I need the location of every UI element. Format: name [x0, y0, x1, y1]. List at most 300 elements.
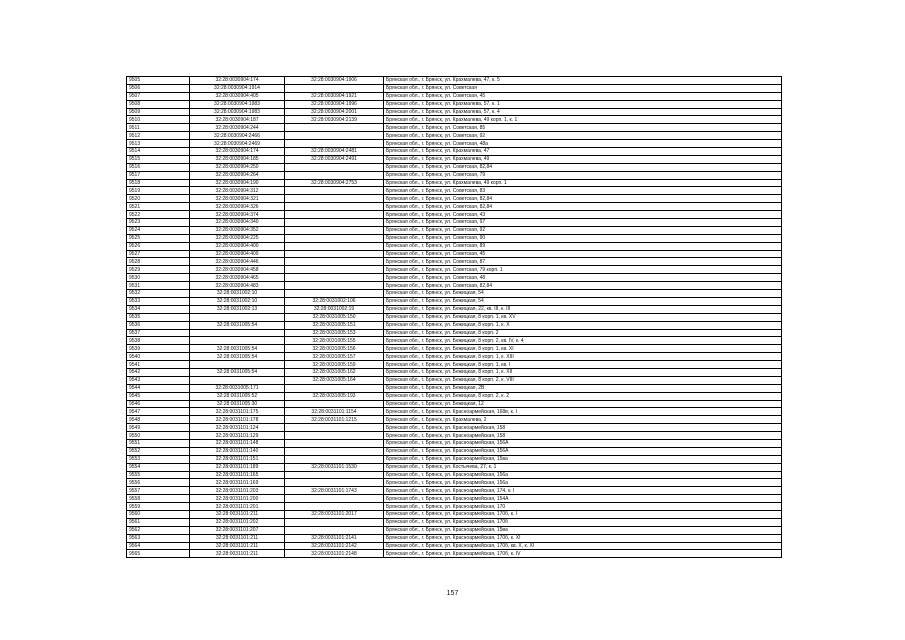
row-number-cell: 9543	[127, 376, 190, 384]
address-cell: Брянская обл., г. Брянск, ул. Советская, 45	[384, 92, 782, 100]
address-cell: Брянская обл., г. Брянск, ул. Советская	[384, 84, 782, 92]
building-cadastral-number-cell	[285, 203, 384, 211]
building-cadastral-number-cell	[285, 258, 384, 266]
table-row	[127, 163, 782, 171]
land-plot-cadastral-number-cell: 32:28:0030904:374	[190, 211, 285, 219]
table-row	[127, 84, 782, 92]
row-number-cell: 9529	[127, 266, 190, 274]
address-cell: Брянская обл., г. Брянск, ул. Красноармейская, 154А	[384, 495, 782, 503]
building-cadastral-number-cell	[285, 400, 384, 408]
row-number-cell: 9541	[127, 361, 190, 369]
table-row	[127, 432, 782, 440]
address-cell: Брянская обл., г. Брянск, ул. Красноармейская, 170б, к. IV	[384, 550, 782, 558]
address-cell: Брянская обл., г. Брянск, ул. Бежицкая, 2В	[384, 384, 782, 392]
address-cell: Брянская обл., г. Брянск, ул. Советская, 92	[384, 226, 782, 234]
address-cell: Брянская обл., г. Брянск, ул. Красноармейская, 156А	[384, 447, 782, 455]
row-number-cell: 9550	[127, 432, 190, 440]
land-plot-cadastral-number-cell: 32:28:0030904:1983	[190, 108, 285, 116]
table-row	[127, 274, 782, 282]
row-number-cell: 9515	[127, 155, 190, 163]
address-cell: Брянская обл., г. Брянск, ул. Бежицкая, 8 корп. 1, кв. XV	[384, 313, 782, 321]
address-cell: Брянская обл., г. Брянск, ул. Советская, 87	[384, 258, 782, 266]
row-number-cell: 9558	[127, 495, 190, 503]
table-row	[127, 219, 782, 227]
table-row	[127, 495, 782, 503]
table-row	[127, 195, 782, 203]
building-cadastral-number-cell	[285, 455, 384, 463]
table-row	[127, 313, 782, 321]
table-row	[127, 155, 782, 163]
land-plot-cadastral-number-cell: 32:28:0031101:189	[190, 463, 285, 471]
building-cadastral-number-cell	[285, 424, 384, 432]
table-row	[127, 290, 782, 298]
land-plot-cadastral-number-cell: 32:28:0031101:148	[190, 439, 285, 447]
building-cadastral-number-cell	[285, 187, 384, 195]
land-plot-cadastral-number-cell: 32:28:0031005:54	[190, 321, 285, 329]
row-number-cell: 9530	[127, 274, 190, 282]
land-plot-cadastral-number-cell: 32:28:0031002:10	[190, 290, 285, 298]
cadastral-table	[126, 76, 782, 558]
land-plot-cadastral-number-cell: 32:28:0030904:174	[190, 77, 285, 85]
building-cadastral-number-cell: 32:28:0031005:150	[285, 313, 384, 321]
land-plot-cadastral-number-cell	[190, 329, 285, 337]
building-cadastral-number-cell	[285, 518, 384, 526]
building-cadastral-number-cell: 32:28:0031101:2141	[285, 534, 384, 542]
land-plot-cadastral-number-cell: 32:28:0030904:465	[190, 274, 285, 282]
table-row	[127, 108, 782, 116]
land-plot-cadastral-number-cell: 32:28:0031101:211	[190, 510, 285, 518]
row-number-cell: 9513	[127, 140, 190, 148]
address-cell: Брянская обл., г. Брянск, ул. Бежицкая, 8 корп. 2, кв. IV, к. 4	[384, 337, 782, 345]
address-cell: Брянская обл., г. Брянск, ул. Бежицкая, 22, кв. III, к. III	[384, 305, 782, 313]
land-plot-cadastral-number-cell: 32:28:0031101:211	[190, 550, 285, 558]
table-row	[127, 447, 782, 455]
row-number-cell: 9519	[127, 187, 190, 195]
building-cadastral-number-cell: 32:28:0030904:1906	[285, 77, 384, 85]
table-row	[127, 384, 782, 392]
address-cell: Брянская обл., г. Брянск, ул. Крахмалева, 47	[384, 148, 782, 156]
building-cadastral-number-cell	[285, 132, 384, 140]
land-plot-cadastral-number-cell: 32:28:0031101:129	[190, 432, 285, 440]
table-row	[127, 203, 782, 211]
land-plot-cadastral-number-cell: 32:28:0030904:483	[190, 282, 285, 290]
building-cadastral-number-cell: 32:28:0031005:157	[285, 353, 384, 361]
address-cell: Брянская обл., г. Брянск, ул. Красноармейская, 15ва	[384, 455, 782, 463]
address-cell: Брянская обл., г. Брянск, ул. Советская, 90	[384, 234, 782, 242]
row-number-cell: 9528	[127, 258, 190, 266]
table-row	[127, 132, 782, 140]
building-cadastral-number-cell: 32:28:0031101:2017	[285, 510, 384, 518]
address-cell: Брянская обл., г. Брянск, ул. Советская, 85	[384, 124, 782, 132]
building-cadastral-number-cell	[285, 84, 384, 92]
address-cell: Брянская обл., г. Брянск, ул. Красноармейская, 156А	[384, 439, 782, 447]
land-plot-cadastral-number-cell: 32:28:0030904:405	[190, 92, 285, 100]
building-cadastral-number-cell: 32:28:0031101:2142	[285, 542, 384, 550]
table-row	[127, 77, 782, 85]
address-cell: Брянская обл., г. Брянск, ул. Бежицкая, 8 корп. 1, кв. XI	[384, 345, 782, 353]
table-row	[127, 439, 782, 447]
table-body	[127, 77, 782, 558]
land-plot-cadastral-number-cell: 32:28:0031005:54	[190, 345, 285, 353]
land-plot-cadastral-number-cell: 32:28:0030904:312	[190, 187, 285, 195]
building-cadastral-number-cell	[285, 171, 384, 179]
row-number-cell: 9555	[127, 471, 190, 479]
building-cadastral-number-cell	[285, 526, 384, 534]
land-plot-cadastral-number-cell: 32:28:0030904:2466	[190, 132, 285, 140]
address-cell: Брянская обл., г. Брянск, ул. Красноармейская, 170	[384, 503, 782, 511]
row-number-cell: 9549	[127, 424, 190, 432]
land-plot-cadastral-number-cell: 32:28:0030904:400	[190, 242, 285, 250]
address-cell: Брянская обл., г. Брянск, ул. Советская, 92	[384, 132, 782, 140]
table-row	[127, 100, 782, 108]
table-row	[127, 171, 782, 179]
land-plot-cadastral-number-cell: 32:28:0031101:178	[190, 416, 285, 424]
row-number-cell: 9533	[127, 297, 190, 305]
land-plot-cadastral-number-cell: 32:28:0030904:187	[190, 116, 285, 124]
table-row	[127, 376, 782, 384]
row-number-cell: 9547	[127, 408, 190, 416]
row-number-cell: 9556	[127, 479, 190, 487]
address-cell: Брянская обл., г. Брянск, ул. Советская, 79 корп. 1	[384, 266, 782, 274]
address-cell: Брянская обл., г. Брянск, ул. Советская, 82,84	[384, 195, 782, 203]
row-number-cell: 9542	[127, 368, 190, 376]
address-cell: Брянская обл., г. Брянск, ул. Крахмалева, 49 корп. 1, к. 1	[384, 116, 782, 124]
table-row	[127, 226, 782, 234]
address-cell: Брянская обл., г. Брянск, ул. Крахмалева, 47, к. 5	[384, 77, 782, 85]
row-number-cell: 9535	[127, 313, 190, 321]
building-cadastral-number-cell	[285, 274, 384, 282]
land-plot-cadastral-number-cell: 32:28:0030904:190	[190, 179, 285, 187]
row-number-cell: 9517	[127, 171, 190, 179]
row-number-cell: 9516	[127, 163, 190, 171]
address-cell: Брянская обл., г. Брянск, ул. Красноармейская, 170б, к. I	[384, 510, 782, 518]
building-cadastral-number-cell: 32:28:0030904:2481	[285, 148, 384, 156]
building-cadastral-number-cell	[285, 503, 384, 511]
building-cadastral-number-cell: 32:28:0031005:164	[285, 376, 384, 384]
land-plot-cadastral-number-cell: 32:28:0030904:264	[190, 171, 285, 179]
land-plot-cadastral-number-cell: 32:28:0031002:13	[190, 305, 285, 313]
building-cadastral-number-cell	[285, 282, 384, 290]
building-cadastral-number-cell	[285, 447, 384, 455]
building-cadastral-number-cell	[285, 439, 384, 447]
row-number-cell: 9551	[127, 439, 190, 447]
table-row	[127, 179, 782, 187]
row-number-cell: 9510	[127, 116, 190, 124]
building-cadastral-number-cell: 32:28:0031101:1215	[285, 416, 384, 424]
building-cadastral-number-cell: 32:28:0030904:2001	[285, 108, 384, 116]
building-cadastral-number-cell	[285, 234, 384, 242]
row-number-cell: 9523	[127, 219, 190, 227]
address-cell: Брянская обл., г. Брянск, ул. Советская, 82,84	[384, 282, 782, 290]
land-plot-cadastral-number-cell	[190, 376, 285, 384]
row-number-cell: 9508	[127, 100, 190, 108]
address-cell: Брянская обл., г. Брянск, ул. Красноармейская, 170б	[384, 518, 782, 526]
row-number-cell: 9559	[127, 503, 190, 511]
land-plot-cadastral-number-cell: 32:28:0030904:326	[190, 203, 285, 211]
address-cell: Брянская обл., г. Брянск, ул. Крахмалева, 2	[384, 416, 782, 424]
row-number-cell: 9563	[127, 534, 190, 542]
row-number-cell: 9562	[127, 526, 190, 534]
row-number-cell: 9531	[127, 282, 190, 290]
table-row	[127, 400, 782, 408]
land-plot-cadastral-number-cell: 32:28:0031101:203	[190, 487, 285, 495]
building-cadastral-number-cell	[285, 195, 384, 203]
building-cadastral-number-cell: 32:28:0031101:1154	[285, 408, 384, 416]
land-plot-cadastral-number-cell: 32:28:0031101:140	[190, 447, 285, 455]
row-number-cell: 9540	[127, 353, 190, 361]
land-plot-cadastral-number-cell	[190, 337, 285, 345]
table-row	[127, 510, 782, 518]
row-number-cell: 9527	[127, 250, 190, 258]
address-cell: Брянская обл., г. Брянск, ул. Красноармейская, 15ва	[384, 526, 782, 534]
land-plot-cadastral-number-cell: 32:28:0031101:202	[190, 518, 285, 526]
table-row	[127, 463, 782, 471]
land-plot-cadastral-number-cell: 32:28:0030904:446	[190, 258, 285, 266]
table-row	[127, 187, 782, 195]
building-cadastral-number-cell: 32:28:0031002:106	[285, 297, 384, 305]
land-plot-cadastral-number-cell: 32:28:0031005:52	[190, 392, 285, 400]
table-row	[127, 242, 782, 250]
building-cadastral-number-cell	[285, 250, 384, 258]
table-row	[127, 258, 782, 266]
table-row	[127, 234, 782, 242]
address-cell: Брянская обл., г. Брянск, ул. Костычева, 27, к. 1	[384, 463, 782, 471]
building-cadastral-number-cell: 32:28:0031005:162	[285, 368, 384, 376]
table-row	[127, 92, 782, 100]
row-number-cell: 9552	[127, 447, 190, 455]
row-number-cell: 9524	[127, 226, 190, 234]
land-plot-cadastral-number-cell: 32:28:0030904:458	[190, 266, 285, 274]
table-row	[127, 392, 782, 400]
building-cadastral-number-cell: 32:28:0030904:2139	[285, 116, 384, 124]
address-cell: Брянская обл., г. Брянск, ул. Крахмалева, 49 корп. 1	[384, 179, 782, 187]
address-cell: Брянская обл., г. Брянск, ул. Бежицкая, 8 корп. 1, к. XIII	[384, 353, 782, 361]
building-cadastral-number-cell: 32:28:0031005:155	[285, 337, 384, 345]
land-plot-cadastral-number-cell	[190, 313, 285, 321]
land-plot-cadastral-number-cell: 32:28:0031005:54	[190, 353, 285, 361]
row-number-cell: 9548	[127, 416, 190, 424]
building-cadastral-number-cell	[285, 495, 384, 503]
address-cell: Брянская обл., г. Брянск, ул. Советская, 83	[384, 187, 782, 195]
row-number-cell: 9526	[127, 242, 190, 250]
table-row	[127, 534, 782, 542]
land-plot-cadastral-number-cell: 32:28:0031005:30	[190, 400, 285, 408]
building-cadastral-number-cell: 32:28:0031101:1743	[285, 487, 384, 495]
land-plot-cadastral-number-cell: 32:28:0031101:151	[190, 455, 285, 463]
address-cell: Брянская обл., г. Брянск, ул. Красноармейская, 156а	[384, 471, 782, 479]
building-cadastral-number-cell: 32:28:0031101:2148	[285, 550, 384, 558]
address-cell: Брянская обл., г. Брянск, ул. Красноармейская, 156а	[384, 479, 782, 487]
table-row	[127, 321, 782, 329]
row-number-cell: 9546	[127, 400, 190, 408]
land-plot-cadastral-number-cell: 32:28:0030904:321	[190, 195, 285, 203]
row-number-cell: 9522	[127, 211, 190, 219]
land-plot-cadastral-number-cell: 32:28:0031101:211	[190, 534, 285, 542]
row-number-cell: 9557	[127, 487, 190, 495]
table-row	[127, 282, 782, 290]
row-number-cell: 9553	[127, 455, 190, 463]
row-number-cell: 9514	[127, 148, 190, 156]
land-plot-cadastral-number-cell: 32:28:0030904:250	[190, 163, 285, 171]
row-number-cell: 9507	[127, 92, 190, 100]
address-cell: Брянская обл., г. Брянск, ул. Красноармейская, 170б, кв. X, к. XI	[384, 542, 782, 550]
address-cell: Брянская обл., г. Брянск, ул. Советская, 48	[384, 274, 782, 282]
building-cadastral-number-cell	[285, 242, 384, 250]
land-plot-cadastral-number-cell: 32:28:0030904:225	[190, 234, 285, 242]
land-plot-cadastral-number-cell: 32:28:0031101:200	[190, 495, 285, 503]
building-cadastral-number-cell: 32:28:0031005:151	[285, 321, 384, 329]
row-number-cell: 9537	[127, 329, 190, 337]
building-cadastral-number-cell	[285, 124, 384, 132]
row-number-cell: 9521	[127, 203, 190, 211]
table-row	[127, 148, 782, 156]
row-number-cell: 9509	[127, 108, 190, 116]
row-number-cell: 9505	[127, 77, 190, 85]
row-number-cell: 9565	[127, 550, 190, 558]
table-row	[127, 487, 782, 495]
row-number-cell: 9534	[127, 305, 190, 313]
row-number-cell: 9564	[127, 542, 190, 550]
address-cell: Брянская обл., г. Брянск, ул. Красноармейская, 158	[384, 432, 782, 440]
building-cadastral-number-cell: 32:28:0031002:19	[285, 305, 384, 313]
page-number: 157	[446, 590, 459, 597]
land-plot-cadastral-number-cell: 32:28:0030904:244	[190, 124, 285, 132]
address-cell: Брянская обл., г. Брянск, ул. Красноармейская, 158	[384, 424, 782, 432]
table-row	[127, 526, 782, 534]
building-cadastral-number-cell: 32:28:0030904:2753	[285, 179, 384, 187]
row-number-cell: 9536	[127, 321, 190, 329]
address-cell: Брянская обл., г. Брянск, ул. Советская, 82,84	[384, 163, 782, 171]
land-plot-cadastral-number-cell: 32:28:0030904:1914	[190, 84, 285, 92]
land-plot-cadastral-number-cell: 32:28:0030904:2469	[190, 140, 285, 148]
table-row	[127, 503, 782, 511]
building-cadastral-number-cell	[285, 163, 384, 171]
land-plot-cadastral-number-cell: 32:28:0030904:340	[190, 219, 285, 227]
address-cell: Брянская обл., г. Брянск, ул. Красноармейская, 168в, к. I	[384, 408, 782, 416]
land-plot-cadastral-number-cell	[190, 361, 285, 369]
address-cell: Брянская обл., г. Брянск, ул. Советская, 97	[384, 219, 782, 227]
address-cell: Брянская обл., г. Брянск, ул. Советская, 89	[384, 242, 782, 250]
address-cell: Брянская обл., г. Брянск, ул. Красноармейская, 170б, к. XI	[384, 534, 782, 542]
table-row	[127, 479, 782, 487]
land-plot-cadastral-number-cell: 32:28:0031005:54	[190, 368, 285, 376]
row-number-cell: 9538	[127, 337, 190, 345]
land-plot-cadastral-number-cell: 32:28:0030904:1983	[190, 100, 285, 108]
building-cadastral-number-cell	[285, 140, 384, 148]
row-number-cell: 9544	[127, 384, 190, 392]
land-plot-cadastral-number-cell: 32:28:0030904:409	[190, 250, 285, 258]
address-cell: Брянская обл., г. Брянск, ул. Бежицкая, 8 корп. 1, к. XII	[384, 368, 782, 376]
row-number-cell: 9561	[127, 518, 190, 526]
address-cell: Брянская обл., г. Брянск, ул. Крахмалева, 57, к. 4	[384, 108, 782, 116]
address-cell: Брянская обл., г. Брянск, ул. Крахмалева, 49	[384, 155, 782, 163]
table-row	[127, 542, 782, 550]
address-cell: Брянская обл., г. Брянск, ул. Бежицкая, 8 корп. 2, к. 2	[384, 392, 782, 400]
land-plot-cadastral-number-cell: 32:28:0030904:185	[190, 155, 285, 163]
land-plot-cadastral-number-cell: 32:28:0031101:165	[190, 471, 285, 479]
land-plot-cadastral-number-cell: 32:28:0030904:352	[190, 226, 285, 234]
table-row	[127, 408, 782, 416]
address-cell: Брянская обл., г. Брянск, ул. Бежицкая, 8 корп. 1, к. X	[384, 321, 782, 329]
row-number-cell: 9532	[127, 290, 190, 298]
row-number-cell: 9554	[127, 463, 190, 471]
building-cadastral-number-cell: 32:28:0030904:1996	[285, 100, 384, 108]
address-cell: Брянская обл., г. Брянск, ул. Советская, 45	[384, 250, 782, 258]
table-row	[127, 211, 782, 219]
address-cell: Брянская обл., г. Брянск, ул. Советская, 48а	[384, 140, 782, 148]
building-cadastral-number-cell: 32:28:0031005:193	[285, 392, 384, 400]
table-row	[127, 550, 782, 558]
table-row	[127, 305, 782, 313]
table-row	[127, 297, 782, 305]
building-cadastral-number-cell: 32:28:0031005:153	[285, 329, 384, 337]
land-plot-cadastral-number-cell: 32:28:0030904:174	[190, 148, 285, 156]
row-number-cell: 9520	[127, 195, 190, 203]
building-cadastral-number-cell	[285, 432, 384, 440]
land-plot-cadastral-number-cell: 32:28:0031005:171	[190, 384, 285, 392]
table-row	[127, 140, 782, 148]
row-number-cell: 9506	[127, 84, 190, 92]
table-row	[127, 368, 782, 376]
table-row	[127, 455, 782, 463]
building-cadastral-number-cell	[285, 479, 384, 487]
building-cadastral-number-cell: 32:28:0030904:2491	[285, 155, 384, 163]
row-number-cell: 9525	[127, 234, 190, 242]
address-cell: Брянская обл., г. Брянск, ул. Бежицкая, 8 корп. 2, к. VIII	[384, 376, 782, 384]
row-number-cell: 9545	[127, 392, 190, 400]
table-row	[127, 250, 782, 258]
building-cadastral-number-cell	[285, 219, 384, 227]
address-cell: Брянская обл., г. Брянск, ул. Бежицкая, 8 корп. 2	[384, 329, 782, 337]
address-cell: Брянская обл., г. Брянск, ул. Красноармейская, 174, к. I	[384, 487, 782, 495]
table-row	[127, 424, 782, 432]
table-row	[127, 518, 782, 526]
building-cadastral-number-cell: 32:28:0030904:1921	[285, 92, 384, 100]
building-cadastral-number-cell	[285, 290, 384, 298]
building-cadastral-number-cell	[285, 266, 384, 274]
address-cell: Брянская обл., г. Брянск, ул. Советская, 79	[384, 171, 782, 179]
land-plot-cadastral-number-cell: 32:28:0031101:211	[190, 542, 285, 550]
address-cell: Брянская обл., г. Брянск, ул. Советская, 82,84	[384, 203, 782, 211]
building-cadastral-number-cell: 32:28:0031101:1530	[285, 463, 384, 471]
building-cadastral-number-cell	[285, 384, 384, 392]
address-cell: Брянская обл., г. Брянск, ул. Крахмалева, 57, к. 1	[384, 100, 782, 108]
land-plot-cadastral-number-cell: 32:28:0031002:10	[190, 297, 285, 305]
table-row	[127, 345, 782, 353]
address-cell: Брянская обл., г. Брянск, ул. Бежицкая, 12	[384, 400, 782, 408]
land-plot-cadastral-number-cell: 32:28:0031101:201	[190, 503, 285, 511]
land-plot-cadastral-number-cell: 32:28:0031101:175	[190, 408, 285, 416]
land-plot-cadastral-number-cell: 32:28:0031101:169	[190, 479, 285, 487]
table-row	[127, 353, 782, 361]
building-cadastral-number-cell	[285, 471, 384, 479]
building-cadastral-number-cell	[285, 211, 384, 219]
table-row	[127, 266, 782, 274]
row-number-cell: 9539	[127, 345, 190, 353]
address-cell: Брянская обл., г. Брянск, ул. Бежицкая, 54	[384, 290, 782, 298]
table-row	[127, 471, 782, 479]
row-number-cell: 9518	[127, 179, 190, 187]
land-plot-cadastral-number-cell: 32:28:0031101:207	[190, 526, 285, 534]
building-cadastral-number-cell	[285, 226, 384, 234]
building-cadastral-number-cell: 32:28:0031005:159	[285, 361, 384, 369]
table-row	[127, 116, 782, 124]
table-row	[127, 416, 782, 424]
address-cell: Брянская обл., г. Брянск, ул. Бежицкая, 54	[384, 297, 782, 305]
table-row	[127, 329, 782, 337]
table-row	[127, 124, 782, 132]
building-cadastral-number-cell: 32:28:0031005:156	[285, 345, 384, 353]
